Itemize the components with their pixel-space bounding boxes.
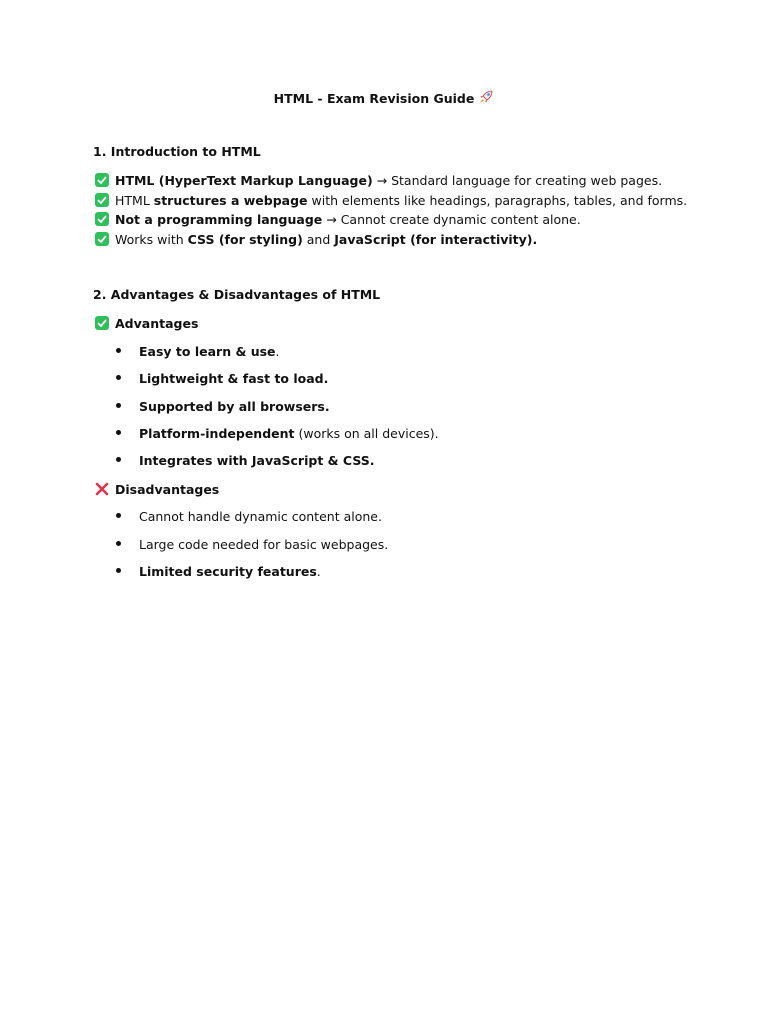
intro-item-2: HTML structures a webpage with elements like headings, paragraphs, tables, and forms. [95,192,687,210]
disadvantages-label: Disadvantages [95,481,219,499]
check-icon [95,173,109,187]
bullet-icon [116,348,121,353]
advantage-item: Supported by all browsers. [116,398,330,416]
bullet-icon [116,457,121,462]
advantage-item: Platform-independent (works on all devices). [116,425,439,443]
cross-icon [95,482,109,496]
bullet-icon [116,541,121,546]
section-1-heading: 1. Introduction to HTML [93,144,261,159]
intro-item-3: Not a programming language → Cannot create dynamic content alone. [95,211,581,229]
bullet-icon [116,568,121,573]
bullet-icon [116,403,121,408]
intro-item-1: HTML (HyperText Markup Language) → Standard language for creating web pages. [95,172,662,190]
bullet-icon [116,513,121,518]
disadvantage-item: Cannot handle dynamic content alone. [116,508,382,526]
title-text: HTML - Exam Revision Guide [273,91,475,106]
advantage-item: Integrates with JavaScript & CSS. [116,452,375,470]
disadvantage-item: Large code needed for basic webpages. [116,536,388,554]
page-title [0,89,768,108]
advantage-item: Easy to learn & use. [116,343,280,361]
bullet-icon [116,375,121,380]
advantages-label: Advantages [95,315,198,333]
bullet-icon [116,430,121,435]
section-2-heading: 2. Advantages & Disadvantages of HTML [93,287,381,302]
disadvantage-item: Limited security features. [116,563,321,581]
advantage-item: Lightweight & fast to load. [116,370,328,388]
rocket-icon [478,89,494,108]
check-icon [95,212,109,226]
check-icon [95,316,109,330]
check-icon [95,232,109,246]
intro-item-4: Works with CSS (for styling) and JavaScript (for interactivity). [95,231,537,249]
check-icon [95,193,109,207]
